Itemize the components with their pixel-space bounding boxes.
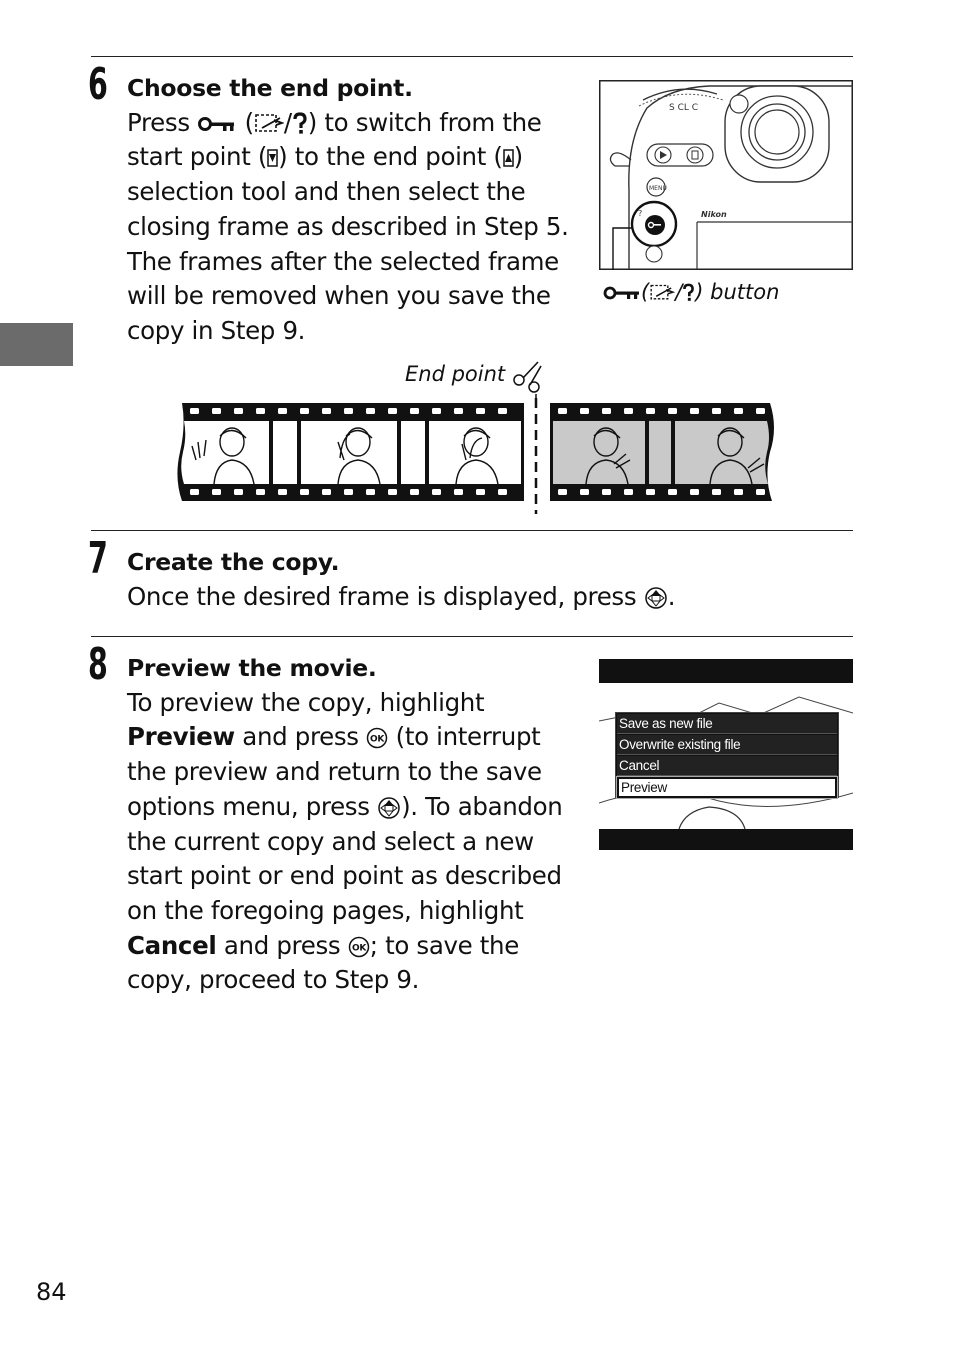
step8-text: ; to save the copy, proceed to Step 9. (127, 930, 519, 995)
svg-text:MENU: MENU (649, 185, 667, 192)
step-number: 7 (88, 533, 108, 584)
step6-text: start point ( (127, 142, 268, 172)
cancel-term: Cancel (127, 930, 217, 960)
step8-text: and press (242, 722, 359, 752)
multi-selector-up-icon (377, 796, 401, 820)
retouch-icon (254, 112, 284, 136)
svg-text:S CL C: S CL C (669, 103, 699, 113)
svg-text:OK: OK (370, 734, 385, 745)
step6-text: ( (244, 107, 254, 137)
protect-key-icon (197, 115, 237, 133)
caption-text: / (675, 280, 683, 304)
page-number: 84 (36, 1278, 67, 1306)
menu-item[interactable]: Cancel (617, 756, 837, 776)
step7-body (127, 545, 847, 614)
step8-text: To preview the copy, highlight (127, 687, 485, 717)
save-options-menu (615, 712, 839, 798)
help-icon (682, 283, 695, 303)
step6-text: ) to the end point ( (278, 142, 503, 172)
step-number: 6 (88, 59, 108, 110)
step6-text: / (283, 107, 292, 137)
step7-heading: Create the copy. (127, 548, 340, 576)
step8-text: ). To abandon the current copy and select a new start point or end point as described on the foregoing pages, highlight (127, 791, 563, 925)
menu-item[interactable]: Overwrite existing file (617, 735, 837, 755)
ok-button-icon (348, 936, 370, 958)
step7-text: . (667, 581, 676, 611)
caption-text: ( (641, 280, 650, 304)
section-divider (91, 530, 853, 531)
step7-text: Once the desired frame is displayed, press (127, 581, 637, 611)
end-point-icon (503, 148, 514, 168)
save-options-screen (599, 659, 853, 850)
step6-heading: Choose the end point. (127, 74, 413, 102)
help-icon (292, 112, 308, 136)
camera-back-illustration (599, 80, 853, 270)
caption-text: ) button (695, 280, 780, 304)
step-number: 8 (88, 639, 108, 690)
start-point-icon (267, 148, 278, 168)
svg-text:OK: OK (351, 943, 366, 954)
step6-text: ) (513, 142, 523, 172)
filmstrip-illustration (170, 398, 778, 514)
multi-selector-up-icon (644, 586, 668, 610)
camera-button-caption (603, 280, 779, 304)
step6-body (127, 71, 572, 349)
scissors-icon (508, 360, 546, 398)
svg-text:?: ? (638, 209, 643, 218)
step8-text: (to interrupt the preview and return to the save options menu, press (127, 722, 542, 821)
end-point-label: End point (405, 362, 506, 386)
step6-text: selection tool and then select the closing frame as described in Step 5. The frames after the selected frame will be removed when you save the copy in Step 9. (127, 177, 569, 345)
menu-item[interactable]: Preview (617, 777, 837, 798)
preview-term: Preview (127, 722, 235, 752)
section-divider (91, 636, 853, 637)
menu-item[interactable]: Save as new file (617, 714, 837, 734)
section-divider (91, 56, 853, 57)
chapter-side-tab (0, 323, 73, 366)
ok-button-icon (366, 727, 388, 749)
protect-key-icon (603, 285, 641, 301)
step6-text: ) to switch from the (307, 107, 542, 137)
step6-text: Press (127, 107, 190, 137)
camera-brand-label: Nikon (701, 210, 727, 219)
step8-body-top (127, 651, 577, 998)
step8-text: and press (223, 930, 341, 960)
step8-heading: Preview the movie. (127, 654, 377, 682)
retouch-icon (649, 283, 675, 303)
